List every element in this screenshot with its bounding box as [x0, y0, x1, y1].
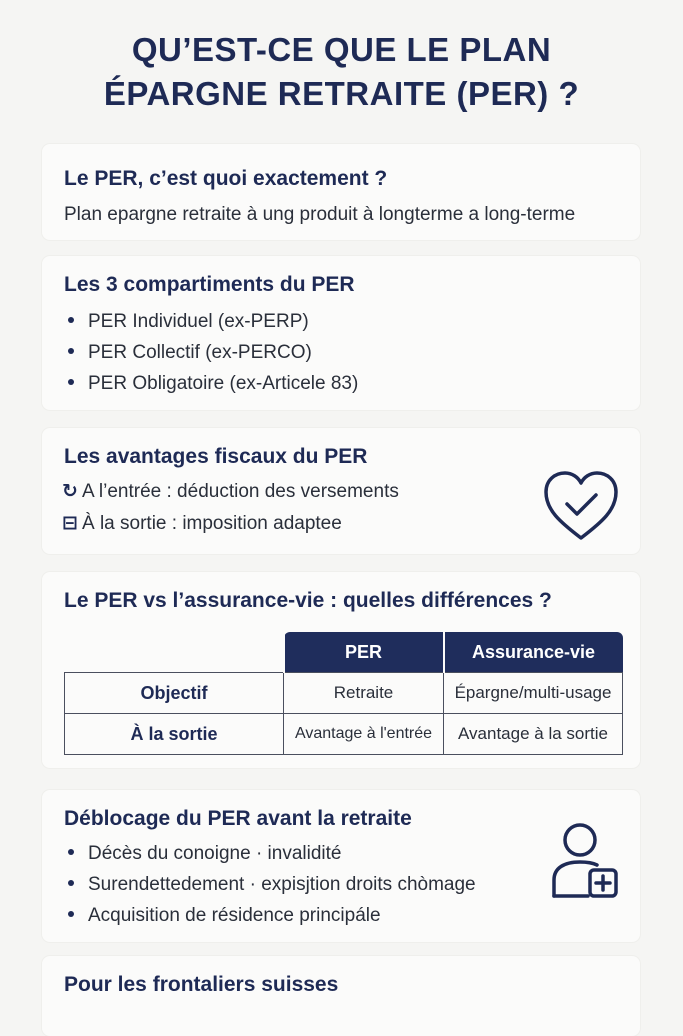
list-item: ⊟ À la sortie : imposition adaptee [62, 508, 399, 540]
list-item: Acquisition de résidence principále [64, 900, 476, 931]
heart-check-icon [540, 468, 622, 544]
definition-text: Plan epargne retraite à ung produit à longterme a long-terme [64, 204, 576, 225]
briefcase-icon: ⊟ [62, 513, 78, 534]
section-heading: Les avantages fiscaux du PER [64, 445, 368, 468]
list-item: Surendettedement · expisjtion droits chòmage [64, 869, 476, 900]
bullet-icon [68, 317, 74, 323]
section-heading: Le PER vs l’assurance-vie : quelles différences ? [64, 589, 552, 612]
bullet-icon [68, 880, 74, 886]
bullet-icon [68, 849, 74, 855]
row-header: Objectif [65, 673, 284, 714]
table-cell: Épargne/multi-usage [444, 673, 623, 714]
column-header: PER [284, 632, 444, 673]
table-row [65, 673, 623, 714]
card-frontaliers [42, 956, 640, 1036]
card-comparison [42, 572, 640, 768]
title-line-2: ÉPARGNE RETRAITE (PER) ? [103, 75, 580, 112]
advantages-list [62, 476, 399, 540]
table-cell: Retraite [284, 673, 444, 714]
table-row [65, 714, 623, 755]
title-line-1: QU’EST-CE QUE LE PLAN [131, 31, 552, 68]
card-early-release [42, 790, 640, 942]
table-corner [65, 632, 284, 673]
table-cell: Avantage à l'entrée [284, 714, 444, 755]
bullet-icon [68, 348, 74, 354]
section-heading: Les 3 compartiments du PER [64, 273, 355, 296]
section-heading: Le PER, c’est quoi exactement ? [64, 167, 388, 190]
card-definition [42, 144, 640, 240]
list-item: PER Collectif (ex-PERCO) [64, 337, 358, 368]
compartments-list [64, 306, 358, 399]
column-header: Assurance-vie [444, 632, 623, 673]
release-list [64, 838, 476, 931]
list-item: ↻ A l’entrée : déduction des versements [62, 476, 399, 508]
page-title [0, 28, 683, 116]
list-item: Décès du conoigne · invalidité [64, 838, 476, 869]
row-header: À la sortie [65, 714, 284, 755]
refresh-icon: ↻ [62, 481, 78, 502]
table-cell: Avantage à la sortie [444, 714, 623, 755]
section-heading: Pour les frontaliers suisses [64, 973, 339, 996]
comparison-table [64, 632, 623, 755]
bullet-icon [68, 379, 74, 385]
section-heading: Déblocage du PER avant la retraite [64, 807, 412, 830]
bullet-icon [68, 911, 74, 917]
list-item: PER Individuel (ex-PERP) [64, 306, 358, 337]
list-item: PER Obligatoire (ex-Articele 83) [64, 368, 358, 399]
user-plus-icon [546, 820, 622, 902]
card-compartments [42, 256, 640, 410]
card-tax-advantages [42, 428, 640, 554]
